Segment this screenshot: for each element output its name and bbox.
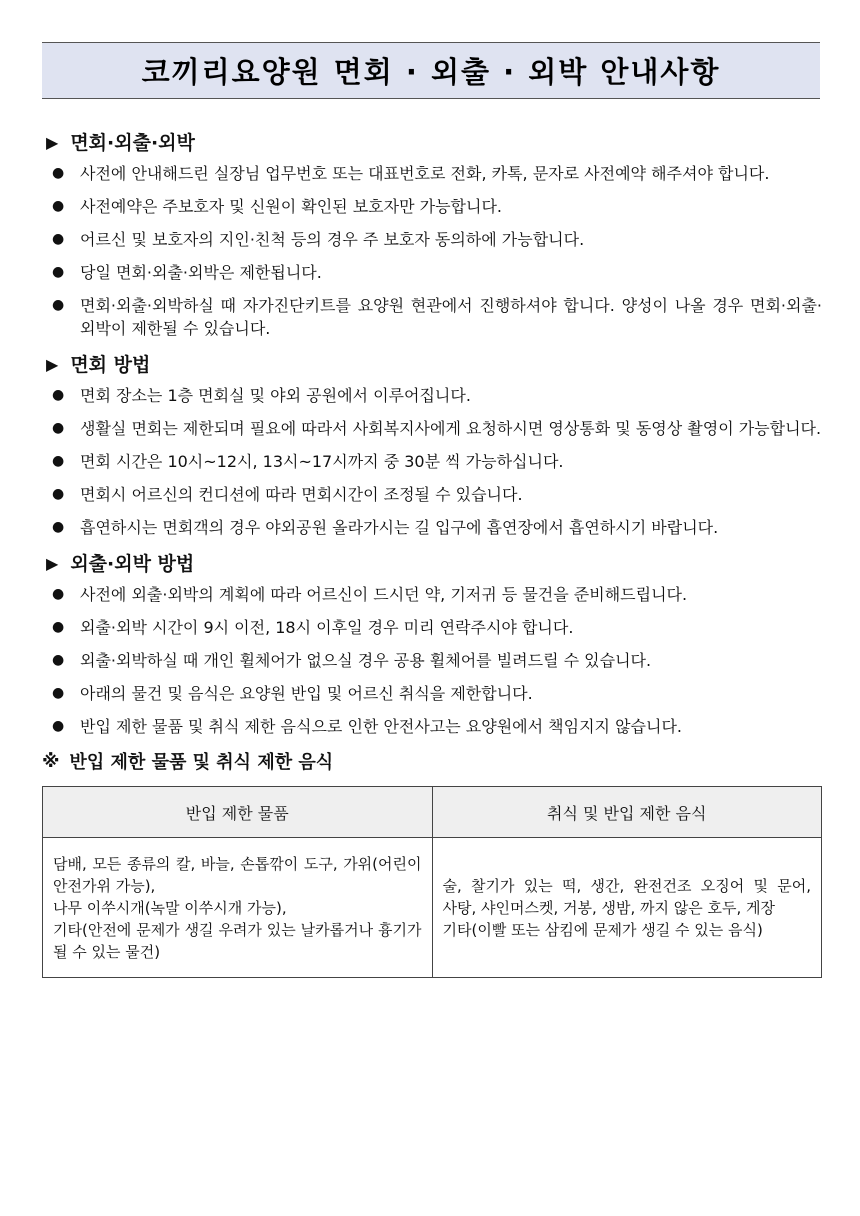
section-visit-outing-overnight	[42, 128, 822, 340]
list-item: ● 생활실 면회는 제한되며 필요에 따라서 사회복지사에게 요청하시면 영상통화 및 동영상 촬영이 가능합니다.	[52, 419, 822, 438]
restricted-food-cell: 술, 찰기가 있는 떡, 생간, 완전건조 오징어 및 문어, 사탕, 샤인머스켓, 거봉, 생밤, 까지 않은 호두, 게장 기타(이빨 또는 삼킴에 문제가 생길 수 있는 음식)	[432, 838, 822, 978]
list-item: ● 아래의 물건 및 음식은 요양원 반입 및 어르신 취식을 제한합니다.	[52, 684, 533, 703]
list-item: ● 어르신 및 보호자의 지인·친척 등의 경우 주 보호자 동의하에 가능합니다.	[52, 230, 585, 249]
bullet-dot-icon: ●	[52, 420, 65, 436]
triangle-right-icon: ▶	[46, 355, 59, 374]
section-heading	[42, 549, 822, 579]
content	[42, 128, 822, 978]
list-item: ● 사전에 외출·외박의 계획에 따라 어르신이 드시던 약, 기저귀 등 물건을 준비해드립니다.	[52, 585, 688, 604]
bullet-dot-icon: ●	[52, 486, 65, 502]
bullet-dot-icon: ●	[52, 198, 65, 214]
triangle-right-icon: ▶	[46, 554, 59, 573]
bullet-dot-icon: ●	[52, 231, 65, 247]
title-banner	[42, 42, 820, 99]
restricted-items-table	[42, 786, 822, 978]
list-item: ● 면회·외출·외박하실 때 자가진단키트를 요양원 현관에서 진행하셔야 합니다. 양성이 나올 경우 면회·외출·외박이 제한될 수 있습니다.	[52, 296, 822, 338]
list-item: ● 사전예약은 주보호자 및 신원이 확인된 보호자만 가능합니다.	[52, 197, 503, 216]
section-heading	[42, 350, 822, 380]
table-header-row	[43, 787, 822, 838]
bullet-dot-icon: ●	[52, 297, 65, 313]
list-item: ● 사전에 안내해드린 실장님 업무번호 또는 대표번호로 전화, 카톡, 문자로 사전예약 해주셔야 합니다.	[52, 164, 770, 183]
column-header-restricted-food: 취식 및 반입 제한 음식	[432, 787, 822, 838]
reference-mark-icon: ※	[42, 750, 60, 772]
section-list	[42, 384, 822, 539]
section-visit-method	[42, 350, 822, 539]
list-item: ● 흡연하시는 면회객의 경우 야외공원 올라가시는 길 입구에 흡연장에서 흡연하시기 바랍니다.	[52, 518, 719, 537]
bullet-dot-icon: ●	[52, 519, 65, 535]
section-heading	[42, 128, 822, 158]
section-list	[42, 162, 822, 340]
list-item: ● 면회 시간은 10시~12시, 13시~17시까지 중 30분 씩 가능하십니다.	[52, 452, 564, 471]
restricted-items-cell: 담배, 모든 종류의 칼, 바늘, 손톱깎이 도구, 가위(어린이 안전가위 가능), 나무 이쑤시개(녹말 이쑤시개 가능), 기타(안전에 문제가 생길 우려가 있는 날카롭거나 흉기가 될 수 있는 물건)	[43, 838, 433, 978]
section-heading-text: 면회 방법	[70, 354, 151, 376]
table-row	[43, 838, 822, 978]
triangle-right-icon: ▶	[46, 133, 59, 152]
bullet-dot-icon: ●	[52, 718, 65, 734]
section-outing-method	[42, 549, 822, 738]
bullet-dot-icon: ●	[52, 453, 65, 469]
bullet-dot-icon: ●	[52, 685, 65, 701]
page-title: 코끼리요양원 면회 · 외출 · 외박 안내사항	[141, 55, 721, 89]
note-heading-text: 반입 제한 물품 및 취식 제한 음식	[69, 752, 334, 773]
section-heading-text: 면회·외출·외박	[70, 132, 195, 154]
bullet-dot-icon: ●	[52, 165, 65, 181]
bullet-dot-icon: ●	[52, 387, 65, 403]
section-list	[42, 583, 822, 738]
bullet-dot-icon: ●	[52, 586, 65, 602]
bullet-dot-icon: ●	[52, 264, 65, 280]
bullet-dot-icon: ●	[52, 652, 65, 668]
list-item: ● 외출·외박하실 때 개인 휠체어가 없으실 경우 공용 휠체어를 빌려드릴 수 있습니다.	[52, 651, 652, 670]
column-header-restricted-items: 반입 제한 물품	[43, 787, 433, 838]
list-item: ● 면회시 어르신의 컨디션에 따라 면회시간이 조정될 수 있습니다.	[52, 485, 523, 504]
list-item: ● 면회 장소는 1층 면회실 및 야외 공원에서 이루어집니다.	[52, 386, 471, 405]
list-item: ● 반입 제한 물품 및 취식 제한 음식으로 인한 안전사고는 요양원에서 책임지지 않습니다.	[52, 717, 682, 736]
list-item: ● 당일 면회·외출·외박은 제한됩니다.	[52, 263, 322, 282]
note-heading	[42, 748, 822, 774]
bullet-dot-icon: ●	[52, 619, 65, 635]
list-item: ● 외출·외박 시간이 9시 이전, 18시 이후일 경우 미리 연락주시야 합니다.	[52, 618, 574, 637]
section-heading-text: 외출·외박 방법	[70, 553, 195, 575]
